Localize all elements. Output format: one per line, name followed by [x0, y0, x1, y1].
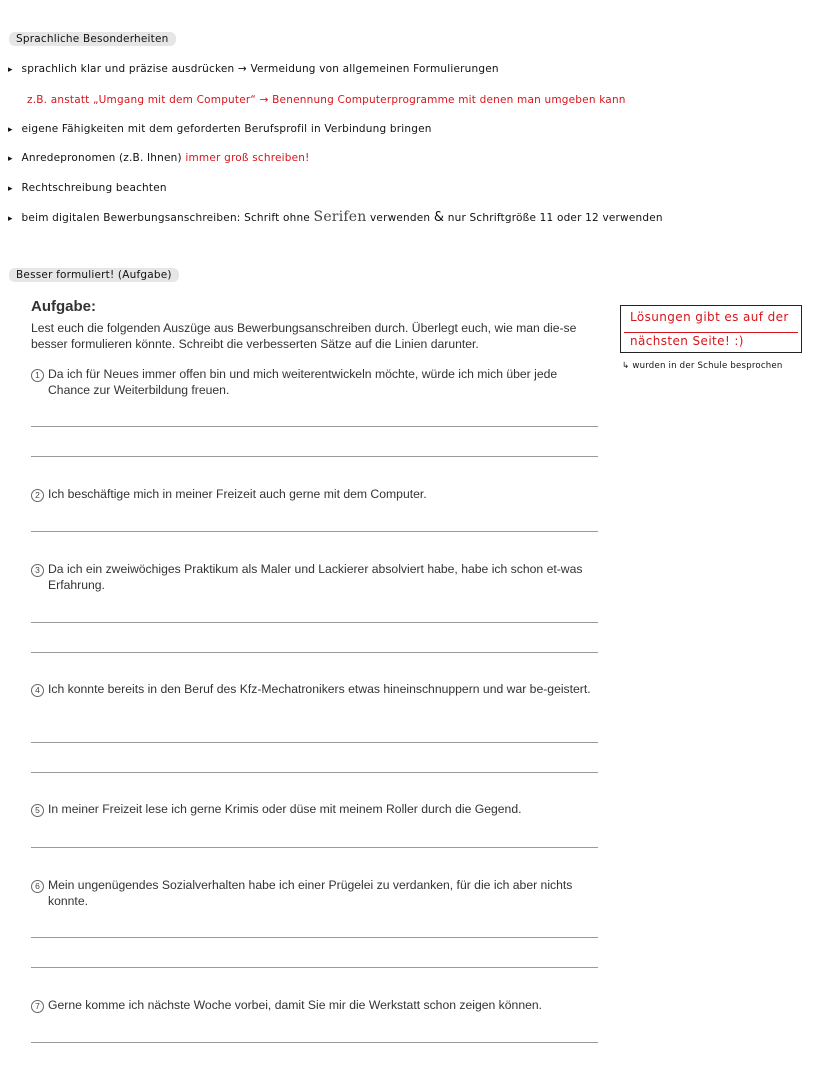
answer-line[interactable] [31, 742, 598, 743]
task-number: 6 [31, 880, 44, 893]
task-text: Mein ungenügendes Sozialverhalten habe ich einer Prügelei zu verdanken, für die ich aber nichts konnte. [48, 878, 573, 908]
solution-note-text: wurden in der Schule besprochen [632, 361, 783, 371]
task-number: 7 [31, 1000, 44, 1013]
note-text: eigene Fähigkeiten mit dem geforderten Berufsprofil in Verbindung bringen [21, 123, 432, 135]
task-number: 3 [31, 564, 44, 577]
worksheet-instructions: Lest euch die folgenden Auszüge aus Bewerbungsanschreiben durch. Überlegt euch, wie man die-se besser formulieren könnte. Schreibt die verbesserten Sätze auf die Linien darunter. [31, 321, 577, 351]
ampersand: & [433, 210, 445, 225]
note-text: nur Schriftgröße 11 oder 12 verwenden [447, 212, 663, 224]
arrow-icon: → [237, 63, 247, 75]
task-item [31, 682, 596, 698]
task-text: Ich konnte bereits in den Beruf des Kfz-Mechatronikers etwas hineinschnuppern und war be-geistert. [48, 682, 591, 696]
task-text: Ich beschäftige mich in meiner Freizeit auch gerne mit dem Computer. [48, 487, 427, 501]
note-text: Anredepronomen (z.B. Ihnen) [21, 152, 182, 164]
notes-heading: Sprachliche Besonderheiten [9, 32, 176, 46]
note-text: Benennung Computerprogramme mit denen man umgeben kann [272, 94, 626, 106]
task-text: Da ich ein zweiwöchiges Praktikum als Maler und Lackierer absolviert habe, habe ich schon et-was Erfahrung. [48, 562, 583, 592]
worksheet-title: Aufgabe: [31, 298, 96, 315]
answer-line[interactable] [31, 652, 598, 653]
task-text: Da ich für Neues immer offen bin und mich weiterentwickeln möchte, würde ich mich über jede Chance zur Weiterbildung freuen. [48, 367, 558, 397]
task-item [31, 367, 596, 398]
task-item [31, 998, 596, 1014]
task-item [31, 562, 596, 593]
note-bullet-5 [8, 209, 663, 225]
note-text: verwenden [370, 212, 431, 224]
bullet-icon: ▸ [8, 125, 13, 135]
note-bullet-3 [8, 152, 310, 164]
task-number: 1 [31, 369, 44, 382]
answer-line[interactable] [31, 456, 598, 457]
task-item [31, 487, 596, 503]
bullet-icon: ▸ [8, 65, 13, 75]
note-bullet-2 [8, 123, 432, 135]
answer-line[interactable] [31, 772, 598, 773]
serif-example-word: Serifen [313, 209, 367, 225]
answer-line[interactable] [31, 426, 598, 427]
solution-hint-line-1: Lösungen gibt es auf der [630, 310, 789, 324]
arrow-icon: → [259, 94, 269, 106]
answer-line[interactable] [31, 937, 598, 938]
bullet-icon: ▸ [8, 214, 13, 224]
note-bullet-1 [8, 63, 499, 75]
task-number: 2 [31, 489, 44, 502]
note-text: beim digitalen Bewerbungsanschreiben: Schrift ohne [21, 212, 310, 224]
divider [624, 332, 798, 333]
answer-line[interactable] [31, 847, 598, 848]
answer-line[interactable] [31, 967, 598, 968]
answer-line[interactable] [31, 1042, 598, 1043]
task-number: 5 [31, 804, 44, 817]
task-item [31, 802, 596, 818]
bullet-icon: ▸ [8, 154, 13, 164]
task-section-heading: Besser formuliert! (Aufgabe) [9, 268, 179, 282]
note-text-red: immer groß schreiben! [185, 152, 310, 164]
note-text: sprachlich klar und präzise ausdrücken [21, 63, 235, 75]
task-text: Gerne komme ich nächste Woche vorbei, damit Sie mir die Werkstatt schon zeigen können. [48, 998, 543, 1012]
note-text: Rechtschreibung beachten [21, 182, 167, 194]
note-bullet-4 [8, 182, 167, 194]
answer-line[interactable] [31, 531, 598, 532]
bullet-icon: ▸ [8, 184, 13, 194]
solution-note [622, 361, 783, 371]
return-arrow-icon: ↳ [622, 361, 630, 371]
note-example [27, 94, 626, 106]
task-text: In meiner Freizeit lese ich gerne Krimis oder düse mit meinem Roller durch die Gegend. [48, 802, 522, 816]
solution-hint-box [620, 305, 802, 353]
note-text: Vermeidung von allgemeinen Formulierungen [250, 63, 499, 75]
note-text: z.B. anstatt „Umgang mit dem Computer“ [27, 94, 257, 106]
task-number: 4 [31, 684, 44, 697]
solution-hint-line-2: nächsten Seite! :) [630, 334, 744, 348]
answer-line[interactable] [31, 622, 598, 623]
task-item [31, 878, 596, 909]
